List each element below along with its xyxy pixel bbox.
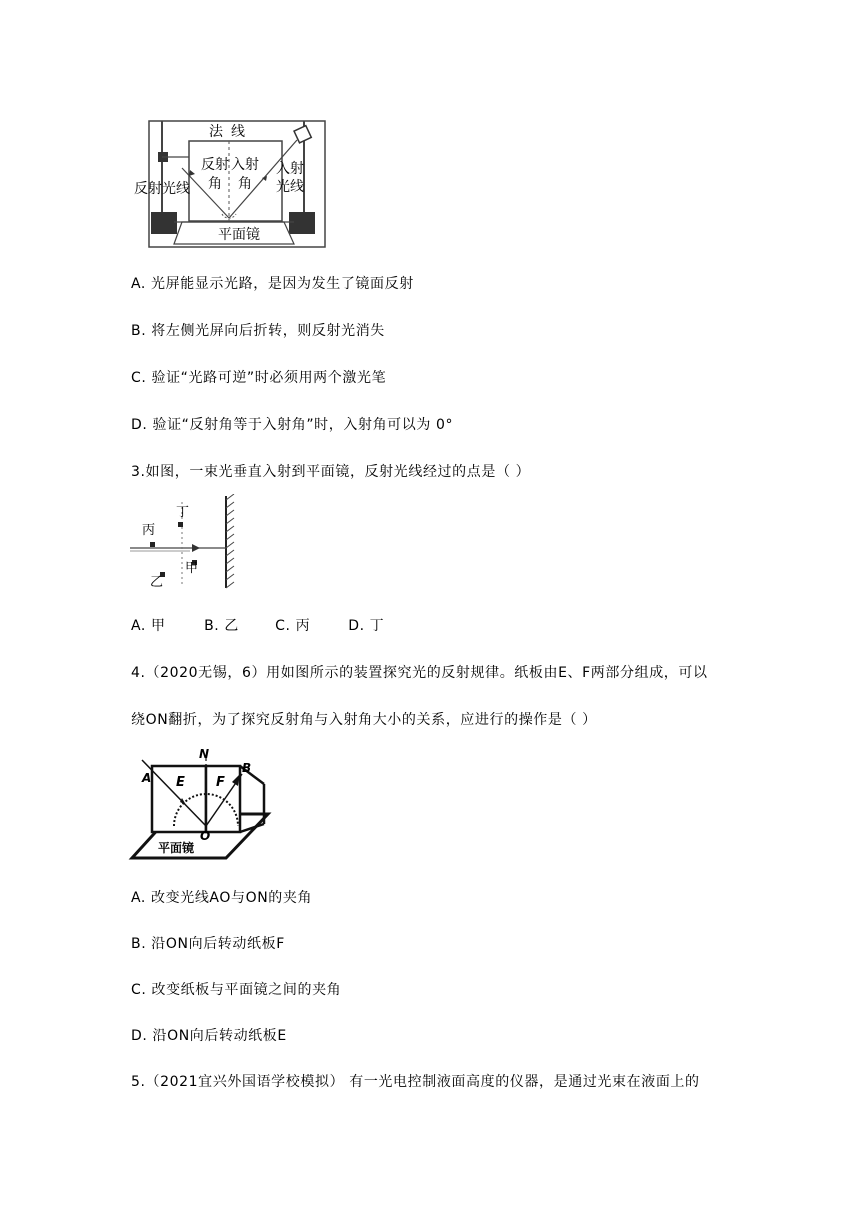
perpendicular-mirror-figure [130, 494, 250, 590]
mirror-label-q4: 平面镜 [158, 841, 195, 855]
q2-option-a: A. 光屏能显示光路，是因为发生了镜面反射 [131, 276, 414, 292]
normal-label-b: 线 [231, 124, 245, 140]
q4-option-c: C. 改变纸板与平面镜之间的夹角 [131, 982, 342, 998]
q5-stem-line1: 5.（2021宜兴外国语学校模拟） 有一光电控制液面高度的仪器，是通过光束在液面上的 [131, 1074, 700, 1090]
q2-option-d: D. 验证“反射角等于入射角”时，入射角可以为 0° [131, 417, 454, 433]
normal-n-label: N [199, 748, 210, 761]
ray-b-label: B [242, 761, 252, 775]
q4-option-d: D. 沿ON向后转动纸板E [131, 1028, 287, 1044]
q2-option-c: C. 验证“光路可逆”时必须用两个激光笔 [131, 370, 387, 386]
incident-angle-label-b: 角 [238, 176, 252, 192]
point-bing-label: 丙 [142, 523, 156, 538]
reflected-ray-label: 反射光线 [134, 181, 190, 197]
incident-ray-label-a: 入射 [276, 161, 304, 177]
q4-stem-line2: 绕ON翻折，为了探究反射角与入射角大小的关系，应进行的操作是（ ） [131, 712, 597, 728]
reflection-apparatus-figure [134, 118, 328, 250]
point-o-label: O [200, 829, 211, 843]
normal-label-a: 法 [209, 124, 223, 140]
q4-option-b: B. 沿ON向后转动纸板F [131, 936, 285, 952]
q3-stem: 3.如图，一束光垂直入射到平面镜，反射光线经过的点是（ ） [131, 464, 531, 480]
q3-option-c: C. 丙 [275, 618, 311, 634]
folding-board-figure [128, 748, 274, 864]
q4-stem-line1: 4.（2020无锡，6）用如图所示的装置探究光的反射规律。纸板由E、F两部分组成，可以 [131, 665, 708, 681]
q3-option-b: B. 乙 [204, 618, 239, 634]
q3-option-a: A. 甲 [131, 618, 166, 634]
q2-option-b: B. 将左侧光屏向后折转，则反射光消失 [131, 323, 385, 339]
incident-angle-label-a: 入射 [231, 157, 259, 173]
mirror-label: 平面镜 [218, 227, 260, 243]
reflect-angle-label-a: 反射 [201, 157, 229, 173]
reflect-angle-label-b: 角 [208, 176, 222, 192]
incident-ray-label-b: 光线 [276, 179, 304, 195]
q3-option-d: D. 丁 [348, 618, 385, 634]
board-f-label: F [216, 775, 225, 790]
q4-option-a: A. 改变光线AO与ON的夹角 [131, 890, 313, 906]
point-jia-label: 甲 [185, 561, 199, 576]
point-ding-label: 丁 [176, 505, 190, 520]
board-e-label: E [176, 775, 185, 790]
q3-options [131, 616, 384, 636]
point-yi-label: 乙 [150, 575, 164, 590]
ray-a-label: A [142, 771, 152, 785]
